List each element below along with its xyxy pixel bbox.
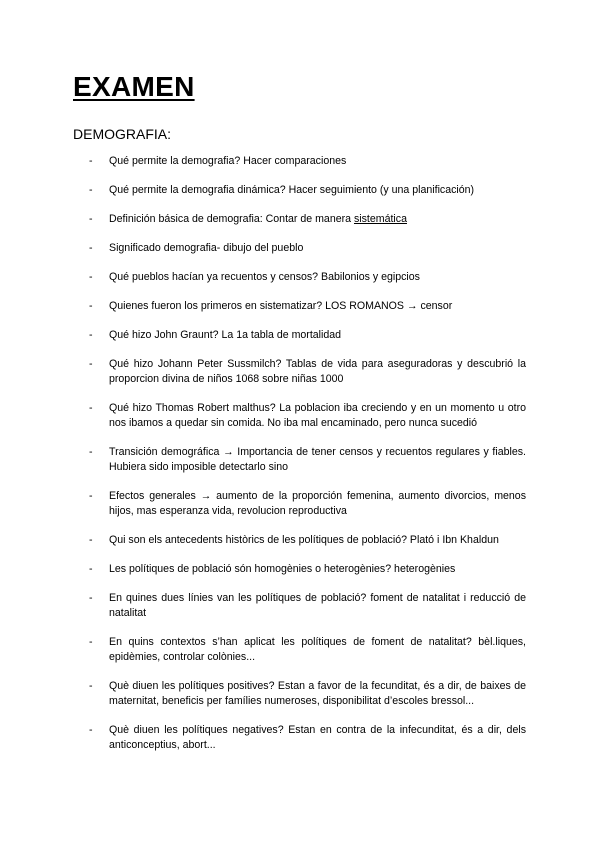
bullet-dash: - [89, 490, 93, 502]
list-item [89, 241, 526, 256]
list-item-text: Qué hizo John Graunt? La 1a tabla de mortalidad [109, 329, 342, 341]
page-title: EXAMEN [73, 71, 195, 102]
bullet-dash: - [89, 402, 93, 414]
list-item-text: Qué permite la demografia dinámica? Hacer seguimiento (y una planificación) [109, 184, 475, 196]
bullet-dash: - [89, 534, 93, 546]
list-item-text: Significado demografia- dibujo del pueblo [109, 242, 304, 254]
list-item-text: Les polítiques de població són homogènies o heterogènies? heterogènies [109, 563, 456, 575]
bullet-dash: - [89, 155, 93, 167]
list-item [89, 591, 526, 621]
list-item [89, 679, 526, 709]
list-item [89, 723, 526, 753]
list-item [89, 533, 526, 548]
underlined-term: sistemática [353, 213, 407, 225]
bullet-dash: - [89, 329, 93, 341]
list-item [89, 212, 526, 227]
bullet-dash: - [89, 358, 93, 370]
list-item-text: Quienes fueron los primeros en sistematizar? LOS ROMANOS → censor [109, 300, 453, 312]
list-item [89, 270, 526, 285]
list-item-text: Què diuen les polítiques negatives? Estan en contra de la infecunditat, és a dir, dels anticonceptius, abort... [109, 724, 526, 751]
list-item-text: Efectos generales → aumento de la proporción femenina, aumento divorcios, menos hijos, mas esperanza vida, revolucion reproductiva [109, 490, 526, 517]
bullet-dash: - [89, 213, 93, 225]
list-item-text: Qué hizo Johann Peter Sussmilch? Tablas de vida para aseguradoras y descubrió la proporcion divina de niños 1068 sobre niñas 1000 [109, 358, 526, 385]
list-item-text: En quins contextos s’han aplicat les polítiques de foment de natalitat? bèl.liques, epidèmies, controlar colònies... [109, 636, 526, 663]
list-item-text: Què diuen les polítiques positives? Estan a favor de la fecunditat, és a dir, de baixes de maternitat, beneficis per famílies numeroses, disponibilitat d’escoles bressol... [109, 680, 526, 707]
list-item [89, 328, 526, 343]
bullet-dash: - [89, 446, 93, 458]
list-item [89, 489, 526, 519]
bullet-dash: - [89, 184, 93, 196]
list-item-text: Qué permite la demografia? Hacer comparaciones [109, 155, 347, 167]
bullet-dash: - [89, 724, 93, 736]
bullet-dash: - [89, 592, 93, 604]
bullet-dash: - [89, 300, 93, 312]
bullet-dash: - [89, 636, 93, 648]
list-item-text: En quines dues línies van les polítiques de població? foment de natalitat i reducció de natalitat [109, 592, 526, 619]
list-item [89, 183, 526, 198]
bullet-dash: - [89, 242, 93, 254]
list-item [89, 562, 526, 577]
list-item [89, 445, 526, 475]
list-item-text: Qué pueblos hacían ya recuentos y censos? Babilonios y egipcios [109, 271, 420, 283]
bullet-dash: - [89, 563, 93, 575]
section-heading: DEMOGRAFIA: [73, 126, 172, 142]
bullet-dash: - [89, 680, 93, 692]
list-item [89, 357, 526, 387]
list-item [89, 401, 526, 431]
list-item-text: Transición demográfica → Importancia de tener censos y recuentos regulares y fiables. Hubiera sido imposible detectarlo sino [109, 446, 526, 473]
list-item-text: Qui son els antecedents històrics de les polítiques de població? Plató i Ibn Khaldun [109, 534, 499, 546]
question-list [89, 154, 526, 767]
list-item-text: Qué hizo Thomas Robert malthus? La poblacion iba creciendo y en un momento u otro nos ibamos a quedar sin comida. No iba mal encaminado, pero nunca sucedió [109, 402, 526, 429]
list-item-text: Definición básica de demografia: Contar de manera [109, 213, 354, 225]
bullet-dash: - [89, 271, 93, 283]
list-item [89, 299, 526, 314]
list-item [89, 635, 526, 665]
list-item [89, 154, 526, 169]
